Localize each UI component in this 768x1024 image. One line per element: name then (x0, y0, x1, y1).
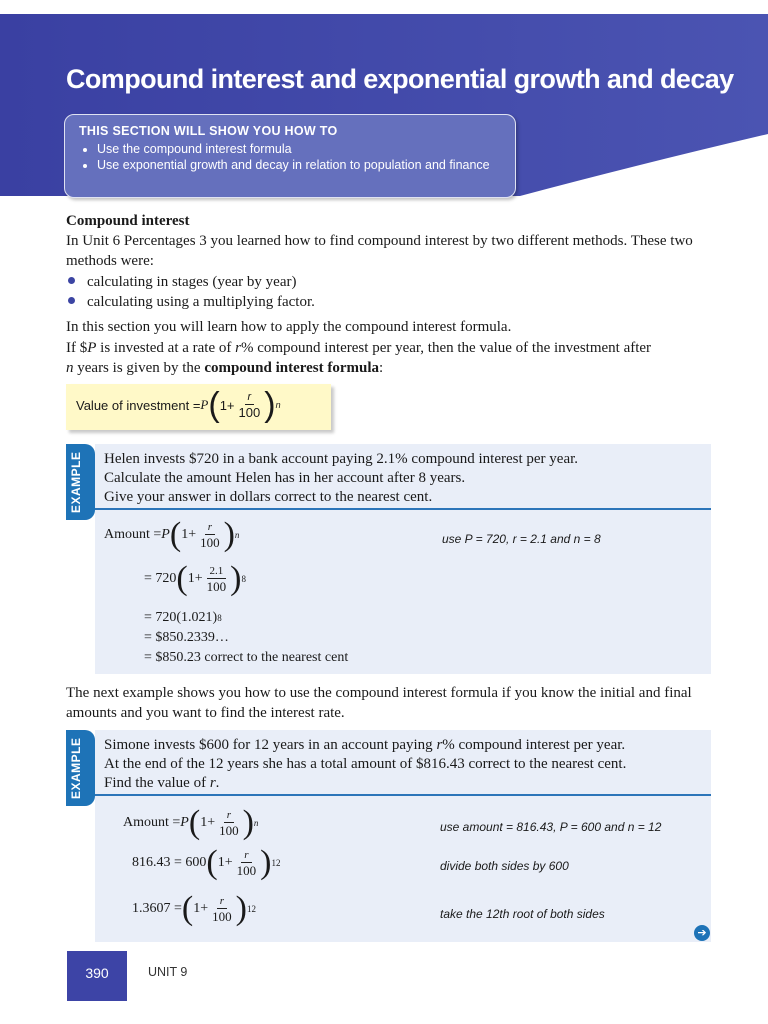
page-title: Compound interest and exponential growth and decay (66, 64, 734, 94)
section-objectives-box (64, 114, 516, 198)
bullet-icon (68, 277, 75, 284)
objectives-list (79, 141, 503, 173)
next-example-paragraph: The next example shows you how to use the compound interest formula if you know the initial and final amounts and you want to find the interest rate. (66, 685, 692, 721)
example-1-box (66, 444, 711, 674)
example-1-question: Helen invests $720 in a bank account paying 2.1% compound interest per year. Calculate the amount Helen has in her account after 8 years. Give your answer in dollars correct to the nearest cent. (104, 451, 579, 505)
apply-text: In this section you will learn how to apply the compound interest formula. (66, 319, 512, 335)
page-number: 390 (85, 965, 109, 981)
example-label: EXAMPLE (69, 451, 83, 513)
objectives-heading: THIS SECTION WILL SHOW YOU HOW TO (79, 124, 338, 138)
objective-item: • Use the compound interest formula (97, 141, 503, 157)
example-1-step-4: = $850.2339… (144, 630, 229, 645)
example-divider (95, 508, 711, 510)
example-1-step-1: Amount = P ( 1+ $\frac{r}{100}$ ) n (104, 516, 240, 553)
example-2-step-1: Amount = P ( 1+ $\frac{r}{100}$ ) n (123, 804, 259, 841)
continue-arrow-icon[interactable]: ➔ (694, 925, 710, 941)
example-2-box (66, 730, 711, 942)
method-item: calculating in stages (year by year) (66, 272, 297, 292)
example-1-note: use P = 720, r = 2.1 and n = 8 (442, 532, 601, 546)
example-2-step-3: 1.3607 = ( 1+ $\frac{r}{100}$ ) 12 (132, 890, 256, 927)
page-number-block (67, 951, 127, 1001)
subheading-compound-interest: Compound interest (66, 213, 190, 229)
compound-interest-formula-box: Value of investment = P ( 1+ $\frac{r}{100}$ ) n (66, 384, 331, 430)
example-2-note-2: divide both sides by 600 (440, 859, 569, 873)
example-1-answer: = $850.23 correct to the nearest cent (144, 650, 349, 665)
example-2-step-2: 816.43 = 600 ( 1+ $\frac{r}{100}$ ) 12 (132, 844, 281, 881)
bullet-icon (68, 297, 75, 304)
objective-item: • Use exponential growth and decay in relation to population and finance (97, 157, 503, 173)
example-1-step-3: = 720(1.021) 8 (144, 610, 222, 625)
formula-intro-paragraph: If $P is invested at a rate of r% compound interest per year, then the value of the investment after n years is given by the compound interest formula: (66, 340, 652, 376)
example-label: EXAMPLE (69, 737, 83, 799)
example-2-question: Simone invests $600 for 12 years in an account paying r% compound interest per year. At the end of the 12 years she has a total amount of $816.43 correct to the nearest cent. Find the value of r. (104, 737, 627, 791)
method-item: calculating using a multiplying factor. (66, 292, 315, 312)
example-1-step-2: = 720 ( 1+ $\frac{2.1}{100}$ ) 8 (144, 560, 246, 597)
example-2-note-3: take the 12th root of both sides (440, 907, 605, 921)
unit-label: UNIT 9 (148, 965, 188, 979)
intro-paragraph: In Unit 6 Percentages 3 you learned how to find compound interest by two different methods. These two methods were: (66, 233, 693, 269)
example-2-note-1: use amount = 816.43, P = 600 and n = 12 (440, 820, 662, 834)
example-divider (95, 794, 711, 796)
